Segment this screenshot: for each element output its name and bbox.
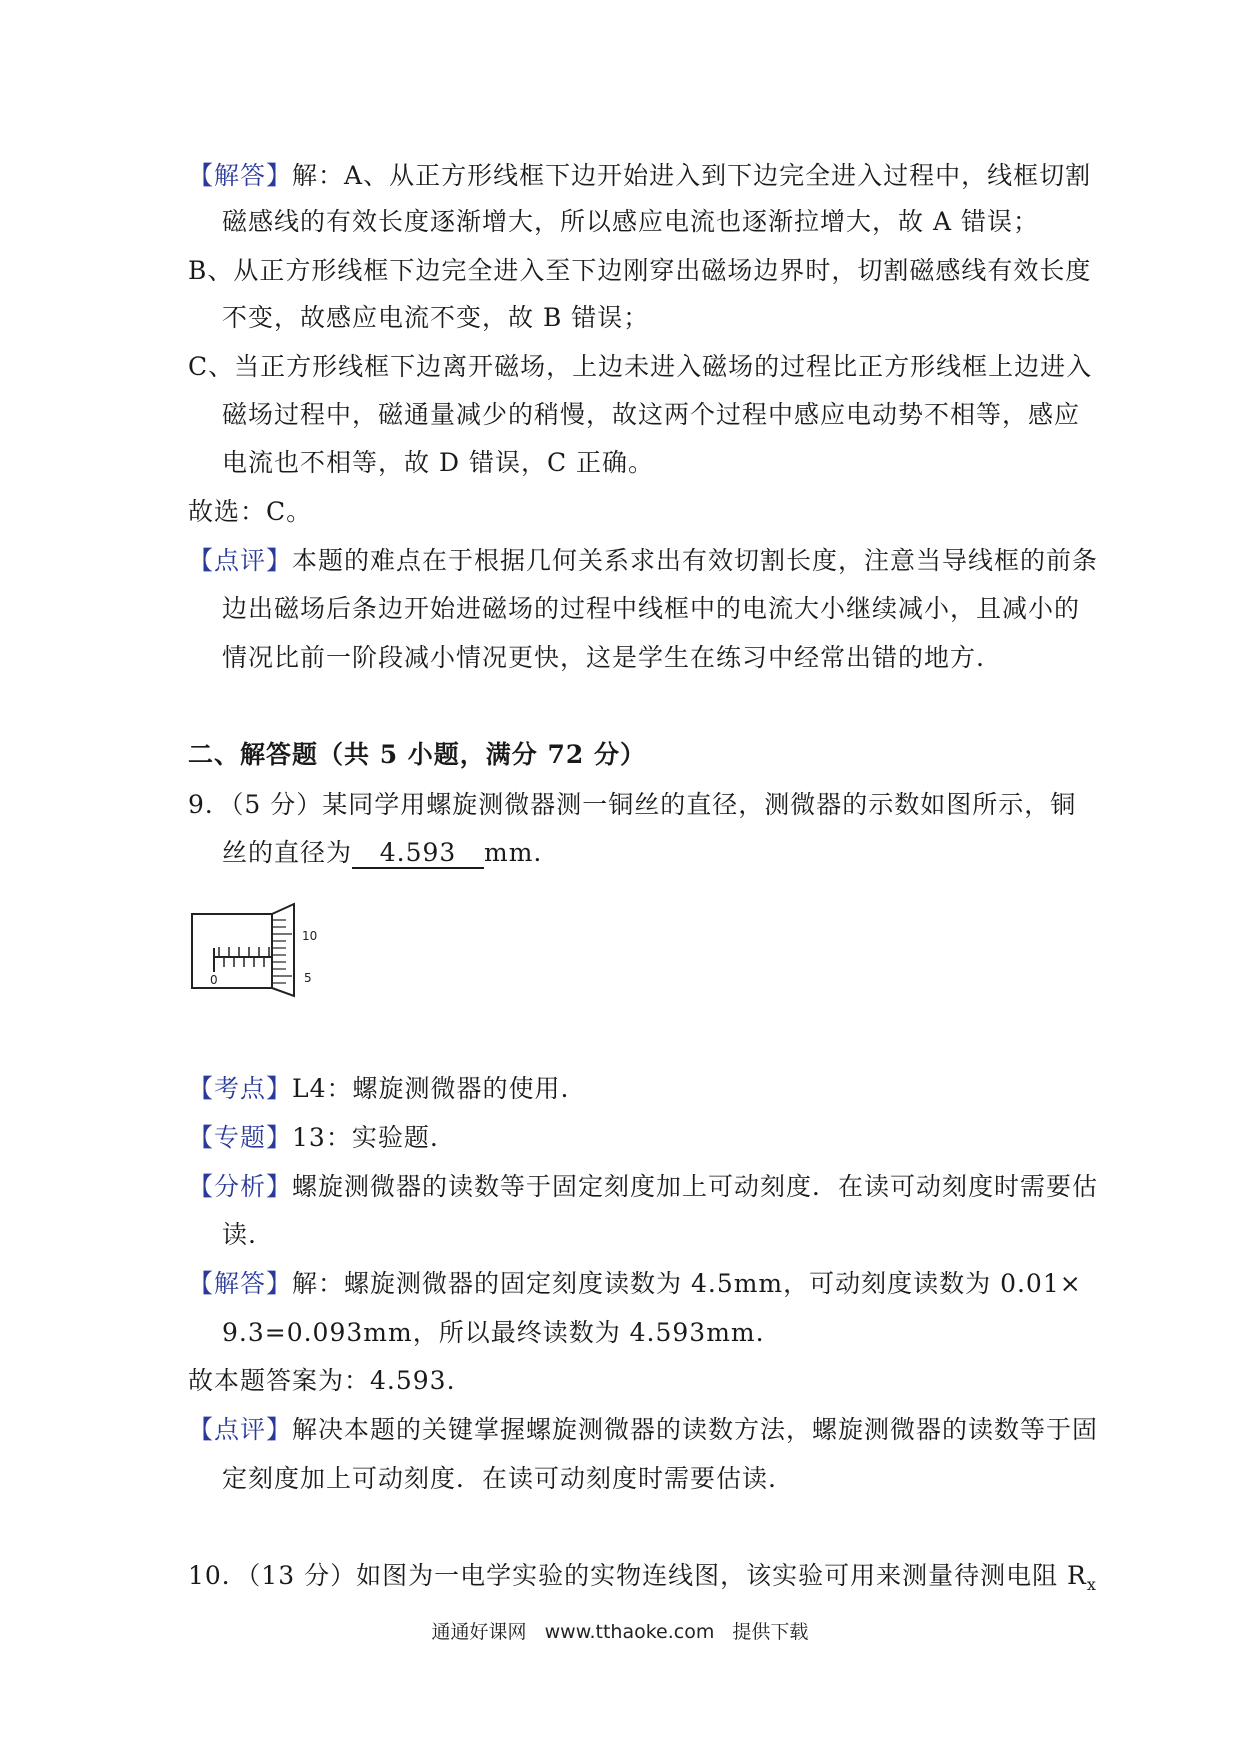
block1-line-5: C、当正方形线框下边离开磁场，上边未进入磁场的过程比正方形线框上边进入 bbox=[188, 352, 1093, 381]
page-footer bbox=[0, 1617, 1240, 1644]
main-scale-label-0: 0 bbox=[210, 973, 218, 987]
thimble-label-5: 5 bbox=[304, 971, 312, 985]
q9-line-2: 丝的直径为 4.593 mm. bbox=[222, 838, 543, 867]
q9-line-1: 9．（5 分）某同学用螺旋测微器测一铜丝的直径，测微器的示数如图所示，铜 bbox=[188, 790, 1077, 819]
thimble-outline bbox=[272, 904, 294, 996]
block1-line-6: 磁场过程中，磁通量减少的稍慢，故这两个过程中感应电动势不相等，感应 bbox=[222, 400, 1081, 429]
block1-line-3: B、从正方形线框下边完全进入至下边刚穿出磁场边界时，切割磁感线有效长度 bbox=[188, 256, 1092, 285]
dianping-tag: 【点评】 bbox=[188, 1415, 293, 1444]
block1-line-1: 【解答】解：A、从正方形线框下边开始进入到下边完全进入过程中，线框切割 bbox=[188, 161, 1092, 190]
jieda-tag: 【解答】 bbox=[188, 1269, 293, 1298]
fenxi-line-2: 读. bbox=[222, 1220, 257, 1249]
jieda-line-2: 9.3=0.093mm，所以最终读数为 4.593mm. bbox=[222, 1318, 765, 1347]
block1-line-4: 不变，故感应电流不变，故 B 错误； bbox=[222, 303, 650, 332]
zhuanti-tag: 【专题】 bbox=[188, 1123, 293, 1152]
thimble-label-10: 10 bbox=[302, 929, 318, 943]
answer-blank: 4.593 bbox=[352, 839, 484, 869]
block2-line-3: 情况比前一阶段减小情况更快，这是学生在练习中经常出错的地方. bbox=[222, 643, 985, 672]
dianping-line-2: 定刻度加上可动刻度．在读可动刻度时需要估读. bbox=[222, 1464, 777, 1493]
conclusion-line: 故本题答案为：4.593. bbox=[188, 1366, 456, 1395]
block1-line-7: 电流也不相等，故 D 错误，C 正确。 bbox=[222, 448, 655, 477]
dianping-line-1: 【点评】解决本题的关键掌握螺旋测微器的读数方法，螺旋测微器的读数等于固 bbox=[188, 1415, 1099, 1444]
kaodian-line: 【考点】L4：螺旋测微器的使用. bbox=[188, 1074, 570, 1103]
block1-line-2: 磁感线的有效长度逐渐增大，所以感应电流也逐渐拉增大，故 A 错误； bbox=[222, 207, 1039, 236]
answer-tag: 【解答】 bbox=[188, 161, 293, 190]
comment-tag: 【点评】 bbox=[188, 546, 293, 575]
block2-line-1: 【点评】本题的难点在于根据几何关系求出有效切割长度，注意当导线框的前条 bbox=[188, 546, 1099, 575]
jieda-line-1: 【解答】解：螺旋测微器的固定刻度读数为 4.5mm，可动刻度读数为 0.01× bbox=[188, 1269, 1082, 1298]
zhuanti-line: 【专题】13：实验题. bbox=[188, 1123, 439, 1152]
footer-note: 提供下载 bbox=[732, 1621, 809, 1643]
micrometer-figure bbox=[188, 900, 348, 1000]
section-heading: 二、解答题（共 5 小题，满分 72 分） bbox=[188, 740, 647, 769]
fenxi-tag: 【分析】 bbox=[188, 1172, 293, 1201]
block2-line-2: 边出磁场后条边开始进磁场的过程中线框中的电流大小继续减小，且减小的 bbox=[222, 594, 1081, 623]
block1-line-8: 故选：C。 bbox=[188, 497, 313, 526]
q10-line-1: 10．（13 分）如图为一电学实验的实物连线图，该实验可用来测量待测电阻 $R_x$ bbox=[188, 1561, 1097, 1594]
footer-site: 通通好课网 bbox=[431, 1621, 527, 1643]
fenxi-line-1: 【分析】螺旋测微器的读数等于固定刻度加上可动刻度．在读可动刻度时需要估 bbox=[188, 1172, 1099, 1201]
kaodian-tag: 【考点】 bbox=[188, 1074, 293, 1103]
footer-url[interactable]: www.tthaoke.com bbox=[544, 1621, 715, 1643]
